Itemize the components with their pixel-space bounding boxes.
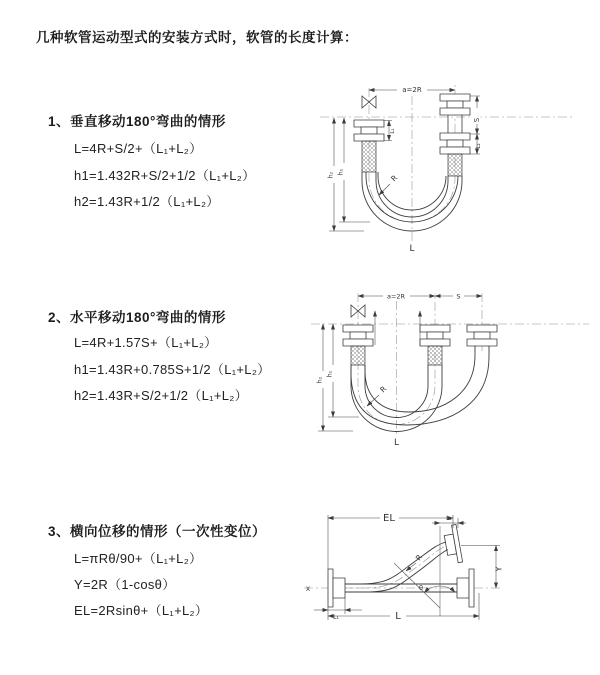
section-3-heading: 3、横向位移的情形（一次性变位） — [48, 524, 267, 539]
dim-label-l2: L₂ — [446, 515, 452, 522]
section-2-formula-L: L=4R+1.57S+（L₁+L₂） — [74, 335, 218, 350]
dimensions — [316, 290, 482, 447]
dim-label-l: L — [409, 244, 415, 254]
section-2-heading: 2、水平移动180°弯曲的情形 — [48, 310, 226, 325]
section-1-formula-L: L=4R+S/2+（L₁+L₂） — [74, 141, 203, 156]
dim-label-l: L — [393, 438, 400, 448]
dim-label-y: Y — [494, 566, 504, 572]
diagram-horizontal-180-bend — [303, 281, 595, 453]
section-1-formula-h1: h1=1.432R+S/2+1/2（L₁+L₂） — [74, 168, 256, 183]
dim-label-width: a=2R — [386, 292, 406, 301]
dim-label-r: R — [389, 173, 400, 184]
dim-label-l2: L₂ — [476, 143, 482, 149]
dim-label-l1: L₁ — [390, 128, 396, 134]
page-title: 几种软管运动型式的安装方式时，软管的长度计算： — [36, 30, 358, 45]
section-1-formula-h2: h2=1.43R+1/2（L₁+L₂） — [74, 194, 220, 209]
diagram-vertical-180-bend — [312, 76, 580, 258]
dim-label-r: R — [413, 552, 425, 563]
dim-label-theta: θ — [419, 584, 423, 592]
dim-label-h1: h₁ — [326, 370, 334, 378]
centerlines — [311, 293, 589, 449]
dim-label-l1: L₁ — [333, 614, 339, 621]
section-1-heading: 1、垂直移动180°弯曲的情形 — [48, 114, 226, 129]
section-3-formula-EL: EL=2Rsinθ+（L₁+L₂） — [74, 603, 209, 618]
dim-label-width: a=2R — [402, 86, 422, 94]
dim-label-h2: h₂ — [327, 171, 335, 179]
section-3-formula-Y: Y=2R（1-cosθ） — [74, 577, 176, 592]
dim-label-l: L — [395, 611, 401, 622]
dim-label-x: X — [305, 585, 311, 593]
dim-label-h1: h₁ — [337, 168, 345, 176]
section-2-formula-h1: h1=1.43R+0.785S+1/2（L₁+L₂） — [74, 362, 271, 377]
section-2-formula-h2: h2=1.43R+S/2+1/2（L₁+L₂） — [74, 388, 248, 403]
dim-label-s: S — [456, 292, 461, 301]
flange-fittings — [328, 524, 474, 607]
section-3-formula-L: L=πRθ/90+（L₁+L₂） — [74, 551, 203, 566]
dimension-labels — [317, 293, 461, 449]
hose-loops — [351, 346, 489, 432]
dim-label-s: S — [473, 117, 481, 123]
dim-label-h2: h₂ — [316, 376, 324, 384]
dim-label-r: R — [378, 384, 389, 395]
diagram-lateral-displacement — [296, 498, 600, 646]
dim-label-el: EL — [383, 513, 395, 524]
